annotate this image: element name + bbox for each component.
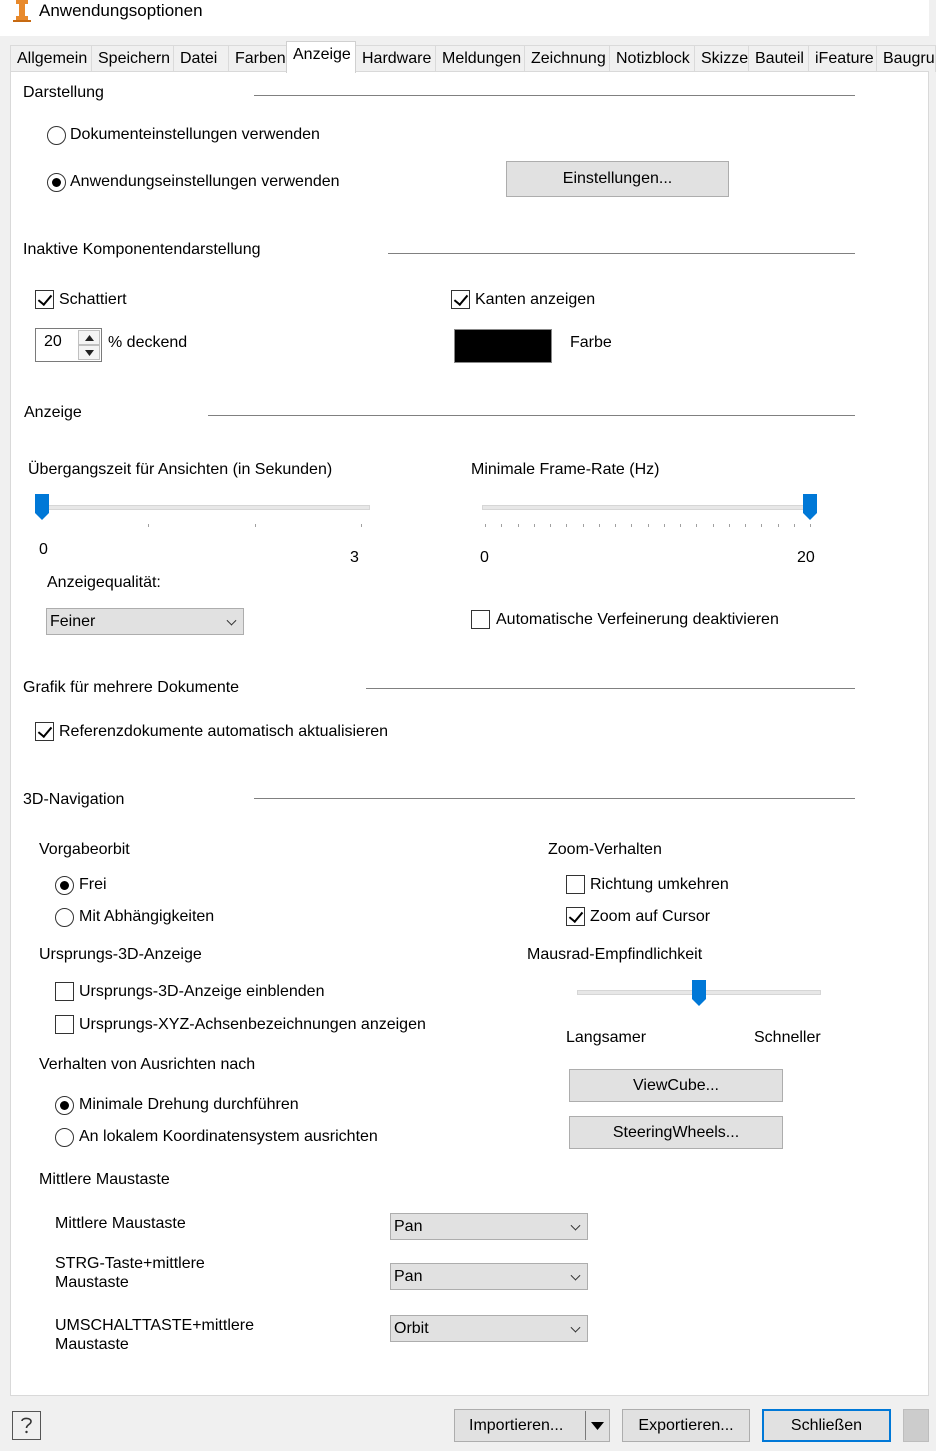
opacity-increment-button[interactable]	[78, 330, 100, 345]
radio-application-settings-label[interactable]: Anwendungseinstellungen verwenden	[70, 173, 340, 190]
opacity-stepper[interactable]	[35, 328, 102, 362]
slider-tick	[778, 524, 779, 527]
ctrl-middle-mouse-label-line1: STRG-Taste+mittlere	[55, 1255, 205, 1272]
overflow-button[interactable]	[903, 1409, 929, 1442]
section-title-anzeige: Anzeige	[24, 404, 82, 421]
transition-time-slider-thumb[interactable]	[35, 494, 49, 520]
middle-mouse-value: Pan	[394, 1218, 423, 1235]
slider-tick	[615, 524, 616, 527]
section-title-darstellung: Darstellung	[23, 84, 104, 101]
auto-update-label[interactable]: Referenzdokumente automatisch aktualisieren	[59, 723, 389, 740]
radio-document-settings-label[interactable]: Dokumenteinstellungen verwenden	[70, 126, 320, 143]
tab-ifeature[interactable]: iFeature	[808, 45, 877, 72]
zoom-cursor-checkbox[interactable]	[566, 907, 585, 926]
chevron-down-icon	[571, 1270, 581, 1280]
show-edges-label[interactable]: Kanten anzeigen	[475, 291, 596, 308]
wheel-slower-label: Langsamer	[566, 1029, 647, 1046]
align-title: Verhalten von Ausrichten nach	[39, 1056, 256, 1073]
chevron-down-icon	[571, 1322, 581, 1332]
framerate-track[interactable]	[482, 505, 817, 510]
align-min-rotation-radio[interactable]	[55, 1096, 74, 1115]
tab-skizze[interactable]: Skizze	[694, 45, 749, 72]
origin-title: Ursprungs-3D-Anzeige	[39, 946, 202, 963]
tab-baugruppe[interactable]: Baugru	[876, 45, 936, 72]
chevron-down-icon	[571, 1220, 581, 1230]
section-title-grafik: Grafik für mehrere Dokumente	[23, 679, 240, 696]
tab-farben[interactable]: Farben	[228, 45, 289, 72]
slider-tick	[810, 524, 811, 527]
slider-tick	[255, 524, 256, 527]
orbit-title: Vorgabeorbit	[39, 841, 130, 858]
shift-middle-mouse-label-line2: Maustaste	[55, 1336, 129, 1353]
tab-notizblock[interactable]: Notizblock	[609, 45, 695, 72]
section-divider	[366, 688, 855, 689]
auto-update-checkbox[interactable]	[35, 722, 54, 741]
close-button[interactable]: Schließen	[762, 1409, 891, 1442]
shift-middle-mouse-dropdown[interactable]	[390, 1315, 588, 1342]
tab-datei[interactable]: Datei	[173, 45, 229, 72]
shaded-label[interactable]: Schattiert	[59, 291, 127, 308]
slider-tick	[745, 524, 746, 527]
steeringwheels-button[interactable]: SteeringWheels...	[569, 1116, 783, 1149]
transition-min-label: 0	[39, 541, 48, 558]
slider-tick	[599, 524, 600, 527]
shaded-checkbox[interactable]	[35, 290, 54, 309]
wheel-faster-label: Schneller	[754, 1029, 821, 1046]
title-bar	[0, 0, 929, 36]
section-divider	[254, 798, 855, 799]
slider-tick	[550, 524, 551, 527]
opacity-decrement-button[interactable]	[78, 345, 100, 360]
slider-tick	[148, 524, 149, 527]
slider-tick	[631, 524, 632, 527]
shift-middle-mouse-value: Orbit	[394, 1320, 429, 1337]
tab-zeichnung[interactable]: Zeichnung	[524, 45, 610, 72]
slider-tick	[794, 524, 795, 527]
auto-refine-checkbox[interactable]	[471, 610, 490, 629]
chevron-down-icon	[227, 615, 237, 625]
export-button[interactable]: Exportieren...	[622, 1409, 750, 1442]
framerate-slider-thumb[interactable]	[803, 494, 817, 520]
slider-tick	[664, 524, 665, 527]
viewcube-button[interactable]: ViewCube...	[569, 1069, 783, 1102]
transition-max-label: 3	[350, 549, 359, 566]
slider-tick	[583, 524, 584, 527]
show-edges-checkbox[interactable]	[451, 290, 470, 309]
tab-anzeige[interactable]: Anzeige	[286, 41, 356, 73]
transition-time-label: Übergangszeit für Ansichten (in Sekunden)	[28, 461, 333, 478]
auto-refine-label[interactable]: Automatische Verfeinerung deaktivieren	[496, 611, 779, 628]
transition-time-track[interactable]	[38, 505, 370, 510]
import-dropdown-arrow[interactable]	[586, 1410, 609, 1441]
slider-tick	[680, 524, 681, 527]
framerate-label: Minimale Frame-Rate (Hz)	[471, 461, 660, 478]
orbit-constrained-label[interactable]: Mit Abhängigkeiten	[79, 908, 215, 925]
origin-xyz-label[interactable]: Ursprungs-XYZ-Achsenbezeichnungen anzeigen	[79, 1016, 426, 1033]
orbit-free-label[interactable]: Frei	[79, 876, 107, 893]
middle-mouse-label-line: Mittlere Maustaste	[55, 1215, 186, 1232]
tab-hardware[interactable]: Hardware	[355, 45, 436, 72]
section-divider	[208, 415, 855, 416]
align-local-label[interactable]: An lokalem Koordinatensystem ausrichten	[79, 1128, 378, 1145]
help-button[interactable]	[12, 1411, 41, 1440]
slider-tick	[713, 524, 714, 527]
middle-mouse-dropdown[interactable]	[390, 1213, 588, 1240]
arrow-up-icon	[85, 335, 94, 341]
radio-application-settings[interactable]	[47, 173, 66, 192]
import-button-label: Importieren...	[469, 1417, 564, 1434]
tab-bauteil[interactable]: Bauteil	[748, 45, 809, 72]
align-min-rotation-label[interactable]: Minimale Drehung durchführen	[79, 1096, 299, 1113]
quality-label: Anzeigequalität:	[47, 574, 161, 591]
zoom-reverse-checkbox[interactable]	[566, 875, 585, 894]
quality-dropdown[interactable]	[46, 608, 244, 635]
framerate-max-label: 20	[797, 549, 815, 566]
section-title-inactive: Inaktive Komponentendarstellung	[23, 241, 261, 258]
opacity-value[interactable]: 20	[44, 333, 62, 350]
tab-meldungen[interactable]: Meldungen	[435, 45, 525, 72]
origin-show-label[interactable]: Ursprungs-3D-Anzeige einblenden	[79, 983, 325, 1000]
slider-tick	[648, 524, 649, 527]
zoom-reverse-label[interactable]: Richtung umkehren	[590, 876, 729, 893]
edge-color-label: Farbe	[570, 334, 612, 351]
help-question-icon	[17, 1415, 36, 1436]
slider-tick	[361, 524, 362, 527]
ctrl-middle-mouse-label-line2: Maustaste	[55, 1274, 129, 1291]
ctrl-middle-mouse-value: Pan	[394, 1268, 423, 1285]
framerate-min-label: 0	[480, 549, 489, 566]
shift-middle-mouse-label-line1: UMSCHALTTASTE+mittlere	[55, 1317, 254, 1334]
arrow-down-icon	[85, 350, 94, 356]
origin-xyz-checkbox[interactable]	[55, 1015, 74, 1034]
middle-mouse-row-label	[55, 1214, 186, 1233]
slider-tick	[729, 524, 730, 527]
caret-down-icon	[591, 1422, 604, 1430]
orbit-free-radio[interactable]	[55, 876, 74, 895]
section-title-navigation: 3D-Navigation	[23, 791, 125, 808]
tab-allgemein[interactable]: Allgemein	[10, 45, 92, 72]
section-divider	[388, 253, 855, 254]
section-divider	[254, 95, 855, 96]
slider-tick	[566, 524, 567, 527]
ctrl-middle-mouse-dropdown[interactable]	[390, 1263, 588, 1290]
slider-tick	[534, 524, 535, 527]
quality-value: Feiner	[50, 613, 96, 630]
shift-middle-mouse-row-label	[55, 1316, 254, 1354]
slider-tick	[501, 524, 502, 527]
slider-tick	[518, 524, 519, 527]
window-title: Anwendungsoptionen	[39, 1, 203, 20]
align-local-radio[interactable]	[55, 1128, 74, 1147]
ctrl-middle-mouse-row-label	[55, 1254, 205, 1292]
radio-document-settings[interactable]	[47, 126, 66, 145]
einstellungen-button[interactable]: Einstellungen...	[506, 161, 729, 197]
zoom-title: Zoom-Verhalten	[548, 841, 662, 858]
orbit-constrained-radio[interactable]	[55, 908, 74, 927]
slider-tick	[761, 524, 762, 527]
slider-tick	[696, 524, 697, 527]
edge-color-swatch[interactable]	[454, 329, 552, 363]
middle-mouse-title: Mittlere Maustaste	[39, 1171, 170, 1188]
opacity-unit-label: % deckend	[108, 334, 188, 351]
origin-show-checkbox[interactable]	[55, 982, 74, 1001]
slider-tick	[485, 524, 486, 527]
zoom-cursor-label[interactable]: Zoom auf Cursor	[590, 908, 711, 925]
inventor-app-icon	[13, 0, 31, 22]
wheel-sensitivity-slider-thumb[interactable]	[692, 980, 706, 1006]
wheel-sensitivity-title: Mausrad-Empfindlichkeit	[527, 946, 703, 963]
tab-strip	[10, 43, 935, 71]
tab-speichern[interactable]: Speichern	[91, 45, 174, 72]
